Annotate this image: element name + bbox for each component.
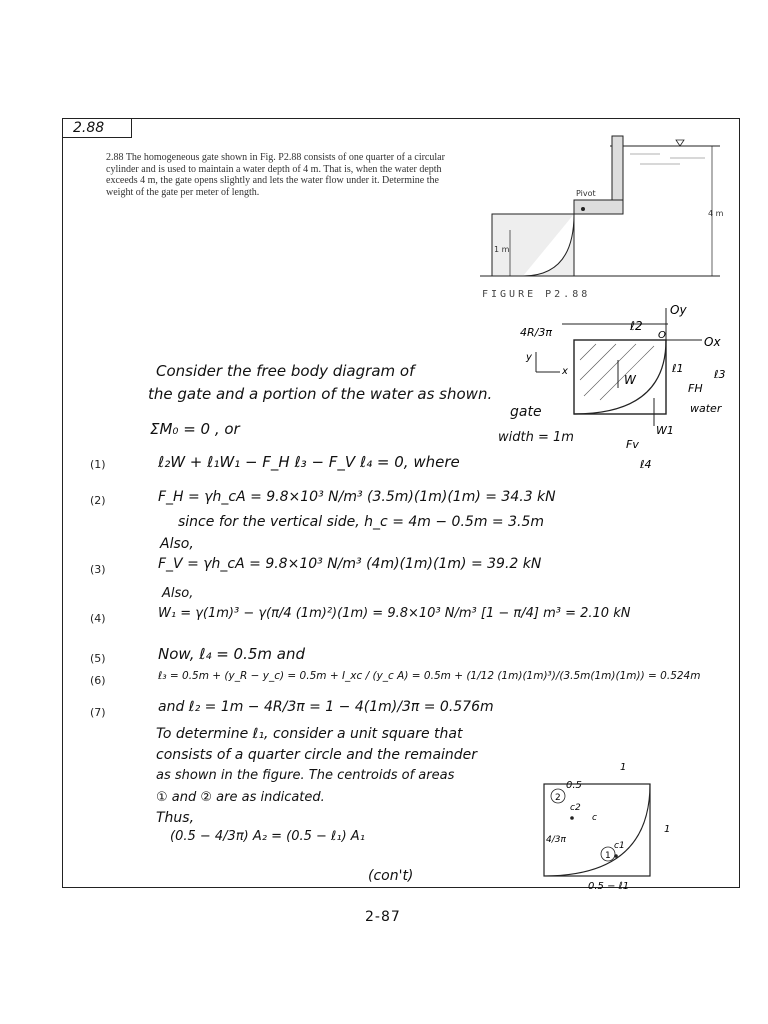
gate-label: gate — [510, 404, 542, 420]
unit-square-diagram — [530, 762, 690, 892]
eq-number-1: (1) — [90, 458, 106, 471]
depth-label: 4 m — [708, 209, 724, 218]
c-label: c — [592, 813, 597, 823]
eq-5: Now, ℓ₄ = 0.5m and — [158, 645, 306, 663]
eq-6: ℓ₃ = 0.5m + (y_R − y_c) = 0.5m + I_xc / (y_c A) = 0.5m + (1/12 (1m)(1m)³)/(3.5m(1m)(1m)) = 0.524m — [158, 670, 701, 682]
continued-label: (con't) — [368, 868, 414, 884]
square-right-one: 1 — [664, 824, 671, 835]
r-offset-label: 4/3π — [546, 835, 566, 845]
water-label: water — [690, 402, 722, 415]
determine-line-4: ① and ② are as indicated. — [156, 790, 325, 805]
also-1: Also, — [160, 536, 194, 552]
problem-statement: 2.88 The homogeneous gate shown in Fig. P2.88 consists of one quarter of a circular cylinder and is used to maintain a water depth of 4 m. That is, when the water depth exceeds 4 m, the gate opens slightly and lets the water flow under it. Determine the weight of the gate per meter of length. — [106, 152, 445, 198]
eq-number-5: (5) — [90, 652, 106, 665]
pivot-label: Pivot — [576, 189, 596, 198]
eq-4: W₁ = γ(1m)³ − γ(π/4 (1m)²)(1m) = 9.8×10³ N/m³ [1 − π/4] m³ = 2.10 kN — [158, 606, 631, 621]
l4-label: ℓ4 — [640, 458, 652, 471]
eq-2b: since for the vertical side, h_c = 4m − 0.5m = 3.5m — [178, 514, 544, 530]
eq-8: (0.5 − 4/3π) A₂ = (0.5 − ℓ₁) A₁ — [170, 829, 365, 844]
page-number: 2-87 — [365, 909, 401, 925]
determine-line-1: To determine ℓ₁, consider a unit square that — [156, 726, 463, 742]
l2-label: ℓ2 — [630, 319, 643, 333]
square-top-half: 0.5 — [566, 780, 582, 791]
o-label: O — [658, 330, 666, 341]
intro-line-1: Consider the free body diagram of — [156, 362, 415, 380]
w1-label: W1 — [656, 424, 674, 437]
eq-number-7: (7) — [90, 706, 106, 719]
x-axis-label: x — [562, 366, 568, 377]
l1-label: ℓ1 — [672, 362, 684, 375]
eq-number-2: (2) — [90, 494, 106, 507]
problem-tag: 2.88 — [62, 118, 132, 138]
area-2-label: 2 — [555, 793, 561, 803]
eq-number-6: (6) — [90, 674, 106, 687]
eq-2: F_H = γh_cA = 9.8×10³ N/m³ (3.5m)(1m)(1m) = 34.3 kN — [158, 489, 556, 505]
eq-number-3: (3) — [90, 563, 106, 576]
c1-label: c1 — [614, 841, 625, 851]
determine-line-3: as shown in the figure. The centroids of areas — [156, 768, 455, 783]
area-1-label: 1 — [605, 851, 611, 861]
w-label: W — [624, 373, 636, 387]
figure-caption: FIGURE P2.88 — [482, 289, 591, 300]
free-body-diagram — [500, 300, 740, 475]
determine-line-2: consists of a quarter circle and the remainder — [156, 747, 478, 763]
eq-number-4: (4) — [90, 612, 106, 625]
eq-1: ℓ₂W + ℓ₁W₁ − F_H ℓ₃ − F_V ℓ₄ = 0, where — [158, 453, 460, 471]
fh-label: FH — [688, 382, 703, 395]
square-top-one: 1 — [620, 762, 627, 773]
sum-moments: ΣM₀ = 0 , or — [150, 420, 240, 438]
figure-p2-88 — [480, 134, 730, 284]
y-axis-label: y — [526, 352, 532, 363]
height-label: 1 m — [494, 245, 510, 254]
fv-label: Fv — [626, 438, 639, 451]
half-minus-l1-label: 0.5 − ℓ1 — [588, 881, 630, 892]
width-label: width = 1m — [498, 430, 574, 445]
eq-3: F_V = γh_cA = 9.8×10³ N/m³ (4m)(1m)(1m) = 39.2 kN — [158, 556, 542, 572]
oy-label: Oy — [670, 303, 687, 317]
intro-line-2: the gate and a portion of the water as shown. — [148, 385, 493, 403]
thus-label: Thus, — [156, 810, 195, 826]
also-2: Also, — [162, 586, 194, 601]
l3-label: ℓ3 — [714, 368, 726, 381]
c2-label: c2 — [570, 803, 581, 813]
ox-label: Ox — [704, 335, 721, 349]
eq-7: and ℓ₂ = 1m − 4R/3π = 1 − 4(1m)/3π = 0.576m — [158, 699, 494, 715]
radius-offset-label: 4R/3π — [520, 326, 552, 339]
